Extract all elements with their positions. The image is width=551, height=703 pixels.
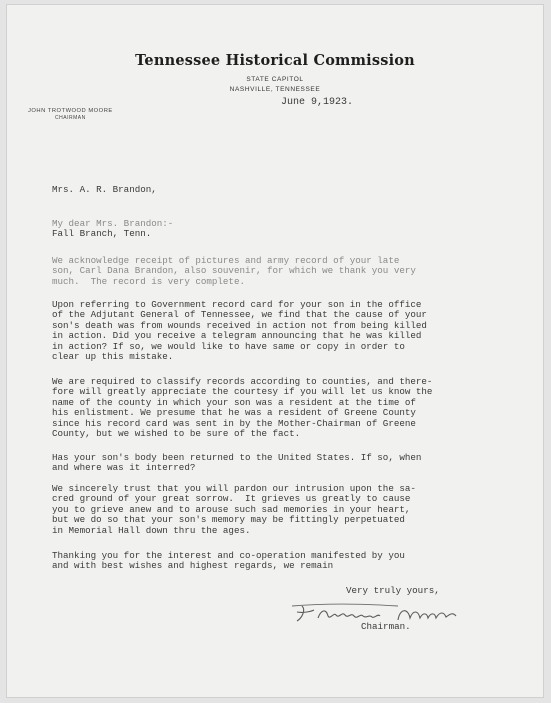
closing: Very truly yours, (346, 585, 440, 596)
chairman-block (28, 108, 113, 121)
paragraph-1: We acknowledge receipt of pictures and army record of your late son, Carl Dana Brandon, also souvenir, for which we thank you very much. The record is very complete. (52, 255, 416, 287)
chairman-title: CHAIRMAN (55, 115, 86, 121)
paragraph-5: We sincerely trust that you will pardon our intrusion upon the sa- cred ground of your great sorrow. It grieves us greatly to cause you to grieve anew and to arouse such sad memories in your heart, but we do so that your son's memory may be fittingly perpetuated in Memorial Hall down thru the ages. (52, 483, 416, 536)
paragraph-6: Thanking you for the interest and co-operation manifested by you and with best wishes and highest regards, we remain (52, 550, 405, 572)
salutation: My dear Mrs. Brandon:- (52, 218, 174, 229)
organization-name: Tennessee Historical Commission (135, 52, 415, 69)
chairman-name: JOHN TROTWOOD MOORE (28, 108, 113, 114)
paragraph-2: Upon referring to Government record card for your son in the office of the Adjutant General of Tennessee, we find that the cause of your son's death was from wounds received in action not from being killed in action. Did you receive a telegram announcing that he was killed in action? If so, we would like to have same or copy in order to clear up this mistake. (52, 299, 427, 363)
letterhead (6, 52, 544, 93)
letter-date: June 9,1923. (281, 97, 354, 108)
address-line-1: STATE CAPITOL (246, 76, 304, 83)
addressee-location: Fall Branch, Tenn. (52, 228, 152, 240)
paragraph-4: Has your son's body been returned to the United States. If so, when and where was it interred? (52, 452, 422, 474)
letter-page (6, 4, 544, 698)
paragraph-3: We are required to classify records according to counties, and there- fore will greatly appreciate the courtesy if you will let us know the name of the county in which your son was a resident at the time of his enlistment. We presume that he was a resident of Greene County since his record card was sent in by the Mother-Chairman of Greene County, but we wished to be sure of the fact. (52, 376, 433, 440)
addressee-name: Mrs. A. R. Brandon, (52, 183, 157, 195)
address-line-2: NASHVILLE, TENNESSEE (229, 86, 321, 93)
signer-title: Chairman. (361, 621, 411, 632)
